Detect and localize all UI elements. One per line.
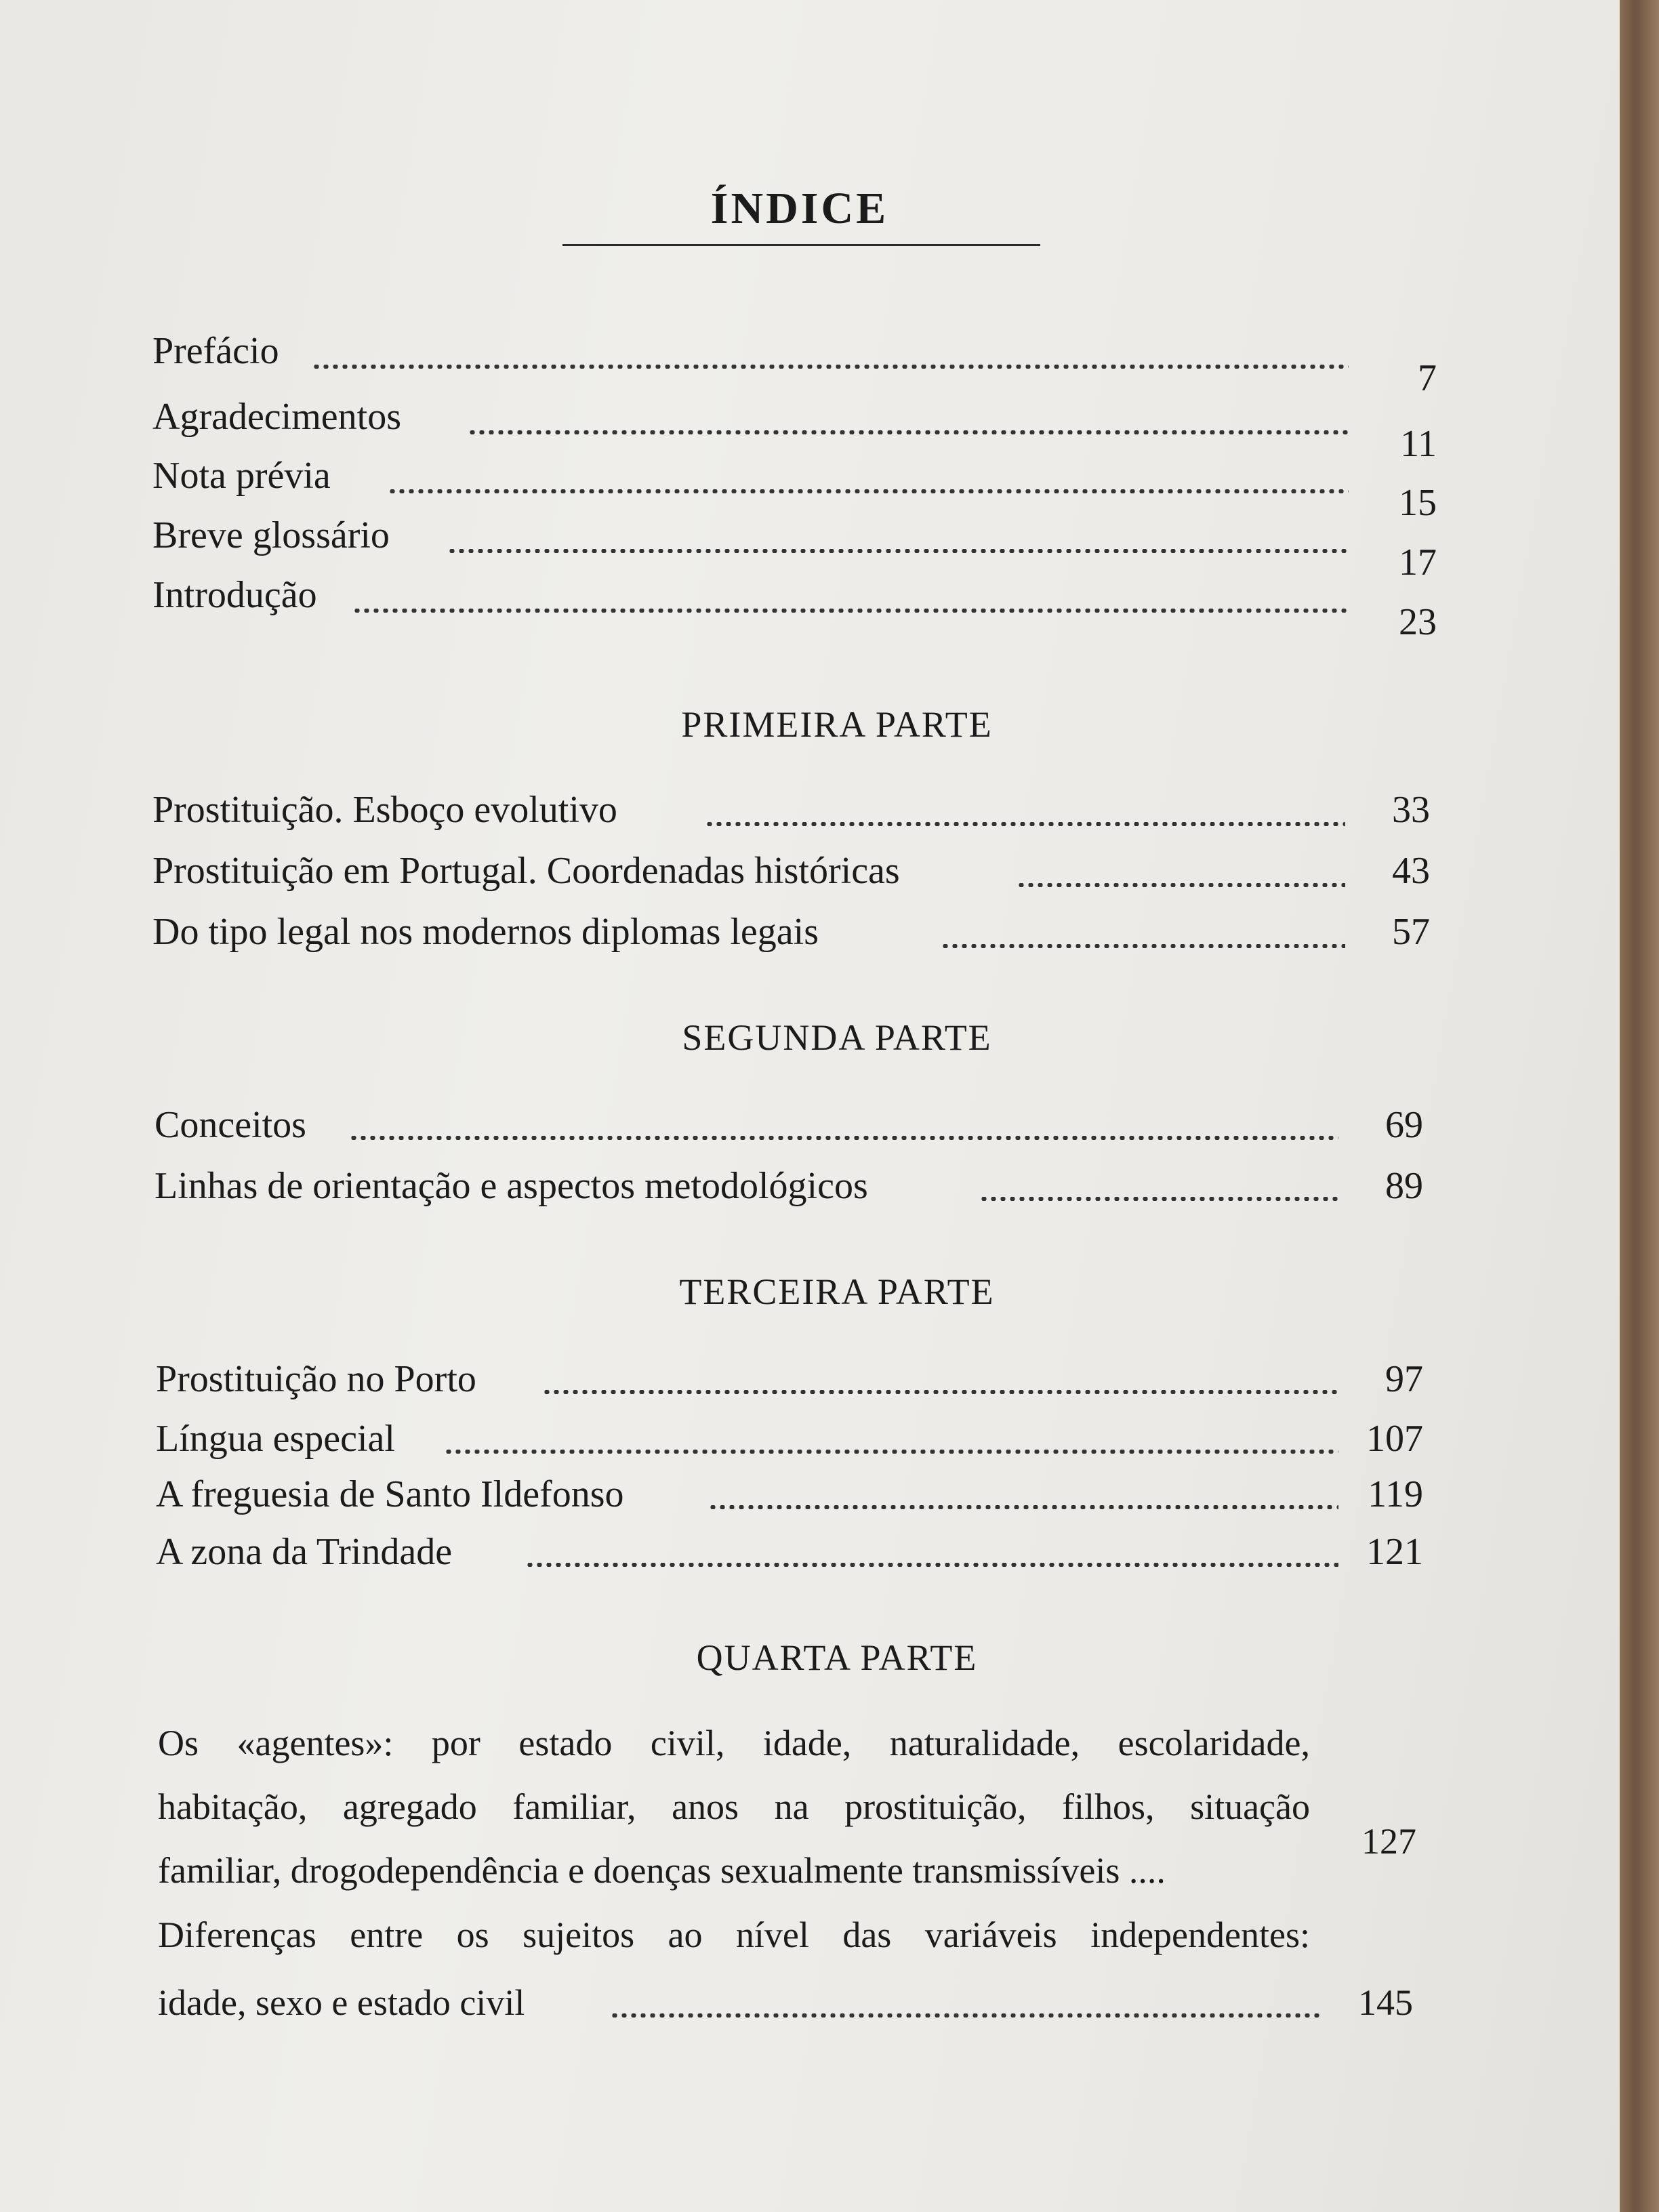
toc-entry-label: Do tipo legal nos modernos diplomas legais [152,911,819,953]
toc-entry-line: habitação, agregado familiar, anos na prostituição, filhos, situação [158,1786,1310,1827]
part-heading-terceira: TERCEIRA PARTE [679,1271,995,1312]
toc-entry-label: Linhas de orientação e aspectos metodológicos [155,1165,868,1207]
toc-entry-page: 97 [1385,1358,1423,1400]
toc-entry-label: A zona da Trindade [156,1531,453,1573]
toc-entry-label: Prostituição no Porto [156,1358,476,1400]
toc-entry-page: 127 [1361,1821,1416,1862]
toc-entry-label: Prostituição. Esboço evolutivo [152,789,617,831]
book-edge [1620,0,1659,2212]
dot-leader [610,2013,1322,2018]
toc-entry-line: Os «agentes»: por estado civil, idade, naturalidade, escolaridade, [158,1723,1310,1763]
toc-entry-page: 7 [1418,357,1437,399]
toc-entry-page: 43 [1392,850,1430,892]
toc-entry-page: 57 [1392,911,1430,953]
toc-entry-page: 119 [1368,1473,1423,1515]
toc-entry-label: Agradecimentos [152,396,401,438]
toc-entry-line: familiar, drogodependência e doenças sexualmente transmissíveis .... [158,1850,1166,1891]
toc-entry-label: Nota prévia [152,455,331,497]
dot-leader [447,549,1349,553]
toc-entry-page: 89 [1385,1165,1423,1207]
dot-leader [1017,883,1345,887]
dot-leader [352,609,1349,613]
toc-entry-label: Breve glossário [152,514,390,556]
dot-leader [388,489,1349,493]
dot-leader [349,1136,1338,1140]
toc-entry-page: 145 [1358,1982,1413,2023]
toc-entry-multiline [158,1711,1310,1902]
toc-entry-label: idade, sexo e estado civil [158,1982,525,2023]
title-underline [562,244,1040,246]
toc-entry-page: 107 [1366,1418,1423,1460]
toc-entry-label: Língua especial [156,1418,395,1460]
toc-entry-label: Conceitos [155,1104,306,1146]
toc-entry-page: 11 [1400,423,1437,465]
toc-entry-multiline [158,1903,1310,1967]
dot-leader [941,944,1345,948]
toc-entry-page: 121 [1366,1531,1423,1573]
toc-entry-page: 69 [1385,1104,1423,1146]
toc-entry-label: Prostituição em Portugal. Coordenadas históricas [152,850,900,892]
toc-entry-label: Introdução [152,574,317,616]
toc-entry-label: Prefácio [152,330,279,372]
dot-leader [525,1563,1338,1567]
dot-leader [444,1450,1338,1454]
toc-entry-page: 17 [1399,541,1437,583]
dot-leader [542,1390,1338,1394]
toc-entry-line: Diferenças entre os sujeitos ao nível das variáveis independentes: [158,1914,1310,1955]
dot-leader [468,430,1349,434]
dot-leader [979,1197,1338,1201]
toc-entry-page: 33 [1392,789,1430,831]
part-heading-segunda: SEGUNDA PARTE [682,1017,992,1058]
part-heading-quarta: QUARTA PARTE [696,1637,978,1678]
page-title: ÍNDICE [710,184,889,233]
dot-leader [312,365,1349,369]
dot-leader [708,1505,1338,1509]
part-heading-primeira: PRIMEIRA PARTE [681,704,993,745]
toc-entry-page: 23 [1399,601,1437,643]
toc-entry-page: 15 [1399,482,1437,524]
dot-leader [705,822,1345,826]
toc-entry-label: A freguesia de Santo Ildefonso [156,1473,624,1515]
